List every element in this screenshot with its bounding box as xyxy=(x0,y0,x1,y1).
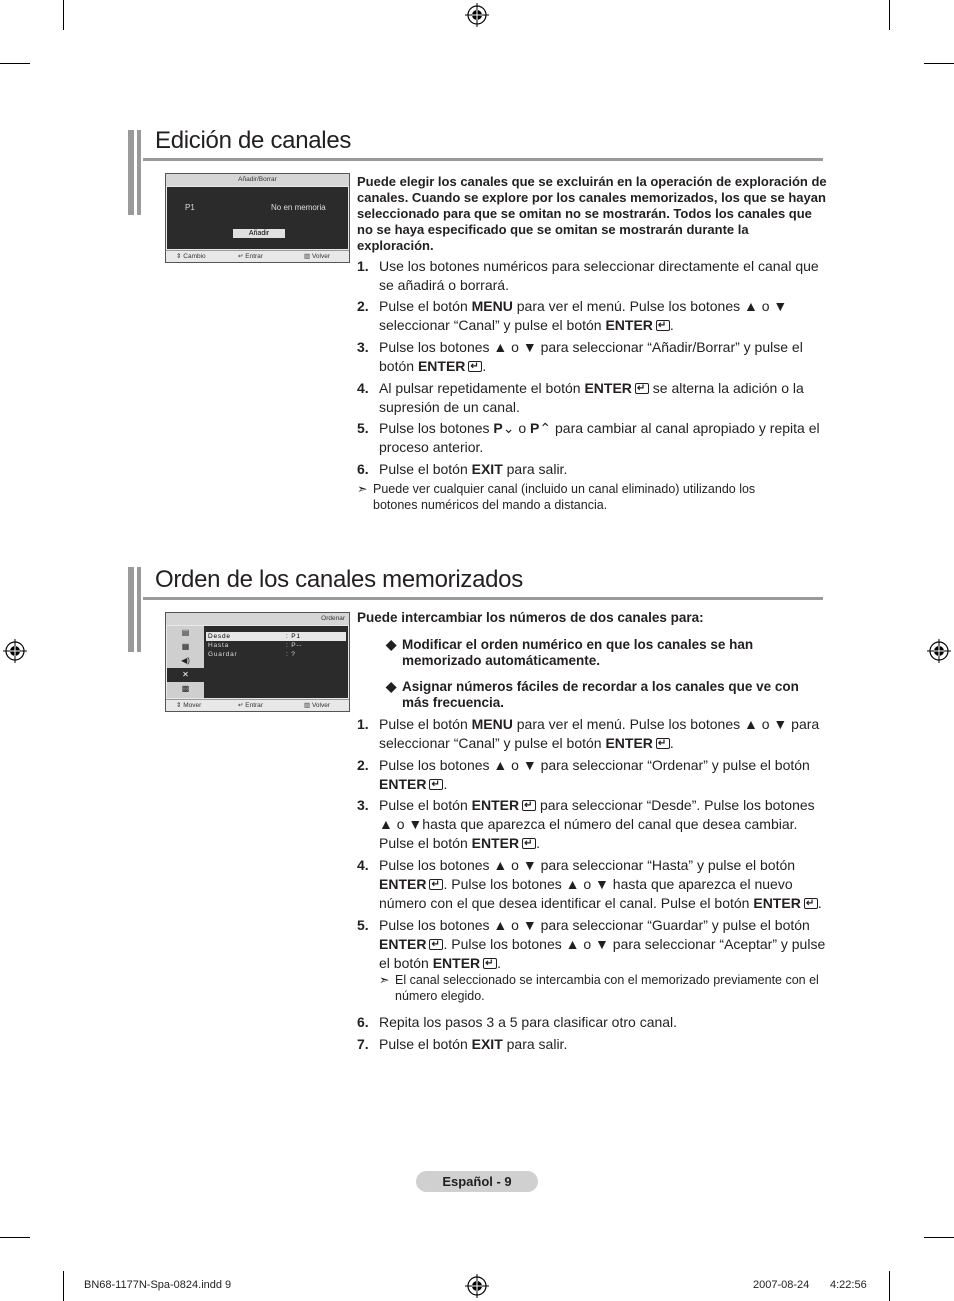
osd-body xyxy=(167,187,348,249)
crop-mark xyxy=(63,1271,64,1301)
enter-icon xyxy=(429,879,443,890)
step-text xyxy=(379,916,827,973)
button-name: ENTER xyxy=(379,776,427,792)
footer-date: 2007-08-24 xyxy=(753,1279,810,1291)
step-text-part: para salir. xyxy=(502,461,568,477)
step-text-part: Pulse el botón xyxy=(379,716,472,732)
osd-row-label: Hasta xyxy=(208,642,229,649)
diamond-icon: ◆ xyxy=(386,679,397,694)
bullet-text: Modificar el orden numérico en que los canales se han memorizado automáticamente. xyxy=(402,637,754,668)
step-text xyxy=(379,460,827,479)
step-number: 4. xyxy=(357,857,369,873)
step-text-part: . xyxy=(536,835,540,851)
osd-footer-enter: ↵ Entrar xyxy=(238,702,263,709)
osd-row[interactable] xyxy=(206,632,346,641)
osd-header: Añadir/Borrar xyxy=(166,174,349,186)
step-text-part: . xyxy=(497,955,502,971)
speaker-icon: ◀) xyxy=(181,656,190,665)
crop-mark xyxy=(0,63,30,64)
enter-icon xyxy=(635,383,649,394)
section-bar xyxy=(137,567,141,652)
step-number: 4. xyxy=(357,380,369,396)
button-name: ENTER xyxy=(605,735,653,751)
note-arrow-icon: ➣ xyxy=(379,973,390,987)
crop-mark xyxy=(889,0,890,30)
step-text-part: para seleccionar “Desde”. Pulse los botones ▲ o ▼hasta que aparezca el número del canal que desea cambiar. Pulse el botón xyxy=(379,797,815,851)
button-name: P xyxy=(493,420,503,436)
note-text: Puede ver cualquier canal (incluido un canal eliminado) utilizando los botones numéricos del mando a distancia. xyxy=(373,482,756,512)
button-name: EXIT xyxy=(471,1036,503,1052)
setup-icon: ▩ xyxy=(181,684,190,693)
step-text xyxy=(379,297,827,335)
diamond-icon: ◆ xyxy=(386,637,397,652)
button-name: ENTER xyxy=(605,317,653,333)
step-number: 5. xyxy=(357,420,369,436)
crop-mark xyxy=(63,0,64,30)
section-bar xyxy=(128,567,134,652)
crop-mark xyxy=(924,63,954,64)
step-text-part: Pulse el botón xyxy=(379,797,472,813)
osd-footer-back: ▥ Volver xyxy=(304,702,331,709)
step-number: 3. xyxy=(357,797,369,813)
footer-filename: BN68-1177N-Spa-0824.indd 9 xyxy=(84,1279,232,1291)
enter-icon xyxy=(656,738,670,749)
step-text-part: para salir. xyxy=(502,1036,568,1052)
step-text-part: . xyxy=(443,776,448,792)
step-text-part: para ver el menú. Pulse los botones ▲ o ▼ seleccionar “Canal” y pulse el botón xyxy=(379,298,788,333)
step-text xyxy=(379,257,827,295)
osd-row-value: : P-- xyxy=(286,642,303,649)
picture-icon: ▤ xyxy=(181,628,190,637)
osd-row[interactable] xyxy=(206,641,346,650)
step-text-part: Repita los pasos 3 a 5 para clasificar otro canal. xyxy=(379,1014,678,1030)
step-text-part: . xyxy=(669,317,674,333)
osd-row-value: : ? xyxy=(286,651,296,658)
step-text-part: ⌄ o xyxy=(502,420,531,436)
step-text-part: . Pulse los botones ▲ o ▼ para seleccionar “Aceptar” y pulse el botón xyxy=(379,936,826,971)
step-text xyxy=(379,338,827,376)
osd-screen-sort xyxy=(165,612,350,712)
step-text xyxy=(379,715,827,753)
step-text xyxy=(379,1035,827,1054)
enter-icon xyxy=(429,779,443,790)
registration-mark-icon xyxy=(3,639,27,663)
step-text-part: Pulse el botón xyxy=(379,461,472,477)
osd-row-label: Desde xyxy=(208,633,231,640)
note-arrow-icon: ➣ xyxy=(357,482,368,496)
button-name: EXIT xyxy=(471,461,503,477)
section-bar xyxy=(128,130,134,215)
osd-header: Ordenar xyxy=(166,613,349,625)
step-text xyxy=(379,379,827,417)
step-text-part: . xyxy=(482,358,487,374)
section-title: Edición de canales xyxy=(155,127,352,154)
osd-footer-back: ▥ Volver xyxy=(304,253,331,260)
osd-footer xyxy=(166,699,349,711)
crop-mark xyxy=(889,1271,890,1301)
note-text: El canal seleccionado se intercambia con el memorizado previamente con el número elegido. xyxy=(395,973,819,1003)
step-number: 1. xyxy=(357,258,369,274)
step-number: 3. xyxy=(357,339,369,355)
enter-icon xyxy=(656,320,670,331)
enter-icon xyxy=(483,958,497,969)
osd-footer-move: ⇕ Cambio xyxy=(176,253,206,260)
step-text-part: Pulse el botón xyxy=(379,298,472,314)
step-text xyxy=(379,1013,827,1032)
osd-add-button[interactable]: Añadir xyxy=(233,229,285,238)
step-text-part: Pulse los botones ▲ o ▼ para seleccionar “Hasta” y pulse el botón xyxy=(379,857,796,873)
step-text xyxy=(379,419,827,457)
step-text-part: Pulse los botones xyxy=(379,420,494,436)
osd-footer-enter: ↵ Entrar xyxy=(238,253,263,260)
step-text-part: Use los botones numéricos para seleccionar directamente el canal que se añadirá o borrará. xyxy=(379,258,819,293)
step-text-part: Pulse los botones ▲ o ▼ para seleccionar “Añadir/Borrar” y pulse el botón xyxy=(379,339,803,374)
footer-time: 4:22:56 xyxy=(830,1279,867,1291)
bullet-text: Asignar números fáciles de recordar a los canales que ve con más frecuencia. xyxy=(402,679,799,710)
step-number: 2. xyxy=(357,298,369,314)
section-intro: Puede intercambiar los números de dos canales para: xyxy=(357,610,704,625)
registration-mark-icon xyxy=(927,639,951,663)
osd-footer xyxy=(166,250,349,262)
section-rule xyxy=(143,158,823,161)
registration-mark-icon xyxy=(465,3,489,27)
section-bar xyxy=(137,130,141,215)
channel-icon[interactable]: ✕ xyxy=(167,668,204,682)
osd-body xyxy=(204,626,348,698)
step-text-part: . xyxy=(817,895,822,911)
section-title: Orden de los canales memorizados xyxy=(155,566,523,593)
step-number: 5. xyxy=(357,917,369,933)
button-name: ENTER xyxy=(432,955,481,971)
step-text-part: Al pulsar repetidamente el botón xyxy=(379,380,585,396)
osd-footer-move: ⇕ Mover xyxy=(176,702,202,709)
button-name: P xyxy=(530,420,540,436)
crop-mark xyxy=(924,1237,954,1238)
osd-screen-add-delete xyxy=(165,173,350,263)
page-number-badge: Español - 9 xyxy=(416,1171,538,1192)
button-name: MENU xyxy=(471,716,513,732)
registration-mark-icon xyxy=(465,1274,489,1298)
enter-icon xyxy=(522,838,536,849)
step-text-part: . Pulse los botones ▲ o ▼ hasta que aparezca el nuevo número con el que desea identificar el canal. Pulse el botón xyxy=(379,876,793,911)
step-text-part: Pulse el botón xyxy=(379,1036,472,1052)
step-text xyxy=(379,856,827,913)
step-number: 2. xyxy=(357,757,369,773)
osd-row[interactable] xyxy=(206,650,346,659)
step-text-part: ⌃ para cambiar al canal apropiado y repita el proceso anterior. xyxy=(379,420,820,455)
section-rule xyxy=(143,597,823,600)
button-name: ENTER xyxy=(417,358,466,374)
osd-channel: P1 xyxy=(185,203,195,212)
button-name: MENU xyxy=(471,298,513,314)
button-name: ENTER xyxy=(584,380,632,396)
sound-grid-icon: ▦ xyxy=(181,642,190,651)
osd-row-value: : P1 xyxy=(286,633,301,640)
enter-icon xyxy=(468,361,482,372)
crop-mark xyxy=(0,1237,30,1238)
enter-icon xyxy=(522,800,536,811)
step-text-part: se alterna la adición o la supresión de un canal. xyxy=(379,380,804,415)
section-intro: Puede elegir los canales que se excluirán en la operación de exploración de canales. Cuando se explore por los canales memorizados, los que se hayan seleccionado para que se omitan no se mostrarán. Todos los canales que no se haya especificado que se omitan se mostrarán durante la exploración. xyxy=(357,174,827,253)
step-number: 6. xyxy=(357,1014,369,1030)
button-name: ENTER xyxy=(471,835,520,851)
step-text xyxy=(379,756,827,794)
step-text xyxy=(379,796,827,853)
step-text-part: para ver el menú. Pulse los botones ▲ o ▼ para seleccionar “Canal” y pulse el botón xyxy=(379,716,820,751)
button-name: ENTER xyxy=(753,895,801,911)
osd-row-label: Guardar xyxy=(208,651,238,658)
step-text-part: Pulse los botones ▲ o ▼ para seleccionar “Ordenar” y pulse el botón xyxy=(379,757,810,773)
enter-icon xyxy=(804,898,818,909)
osd-status: No en memoria xyxy=(271,203,326,212)
step-number: 7. xyxy=(357,1036,369,1052)
step-number: 1. xyxy=(357,716,369,732)
step-number: 6. xyxy=(357,461,369,477)
button-name: ENTER xyxy=(379,936,427,952)
step-text-part: Pulse los botones ▲ o ▼ para seleccionar “Guardar” y pulse el botón xyxy=(379,917,810,933)
osd-side-menu xyxy=(167,626,204,698)
enter-icon xyxy=(429,939,443,950)
step-text-part: . xyxy=(669,735,674,751)
button-name: ENTER xyxy=(471,797,520,813)
button-name: ENTER xyxy=(379,876,427,892)
